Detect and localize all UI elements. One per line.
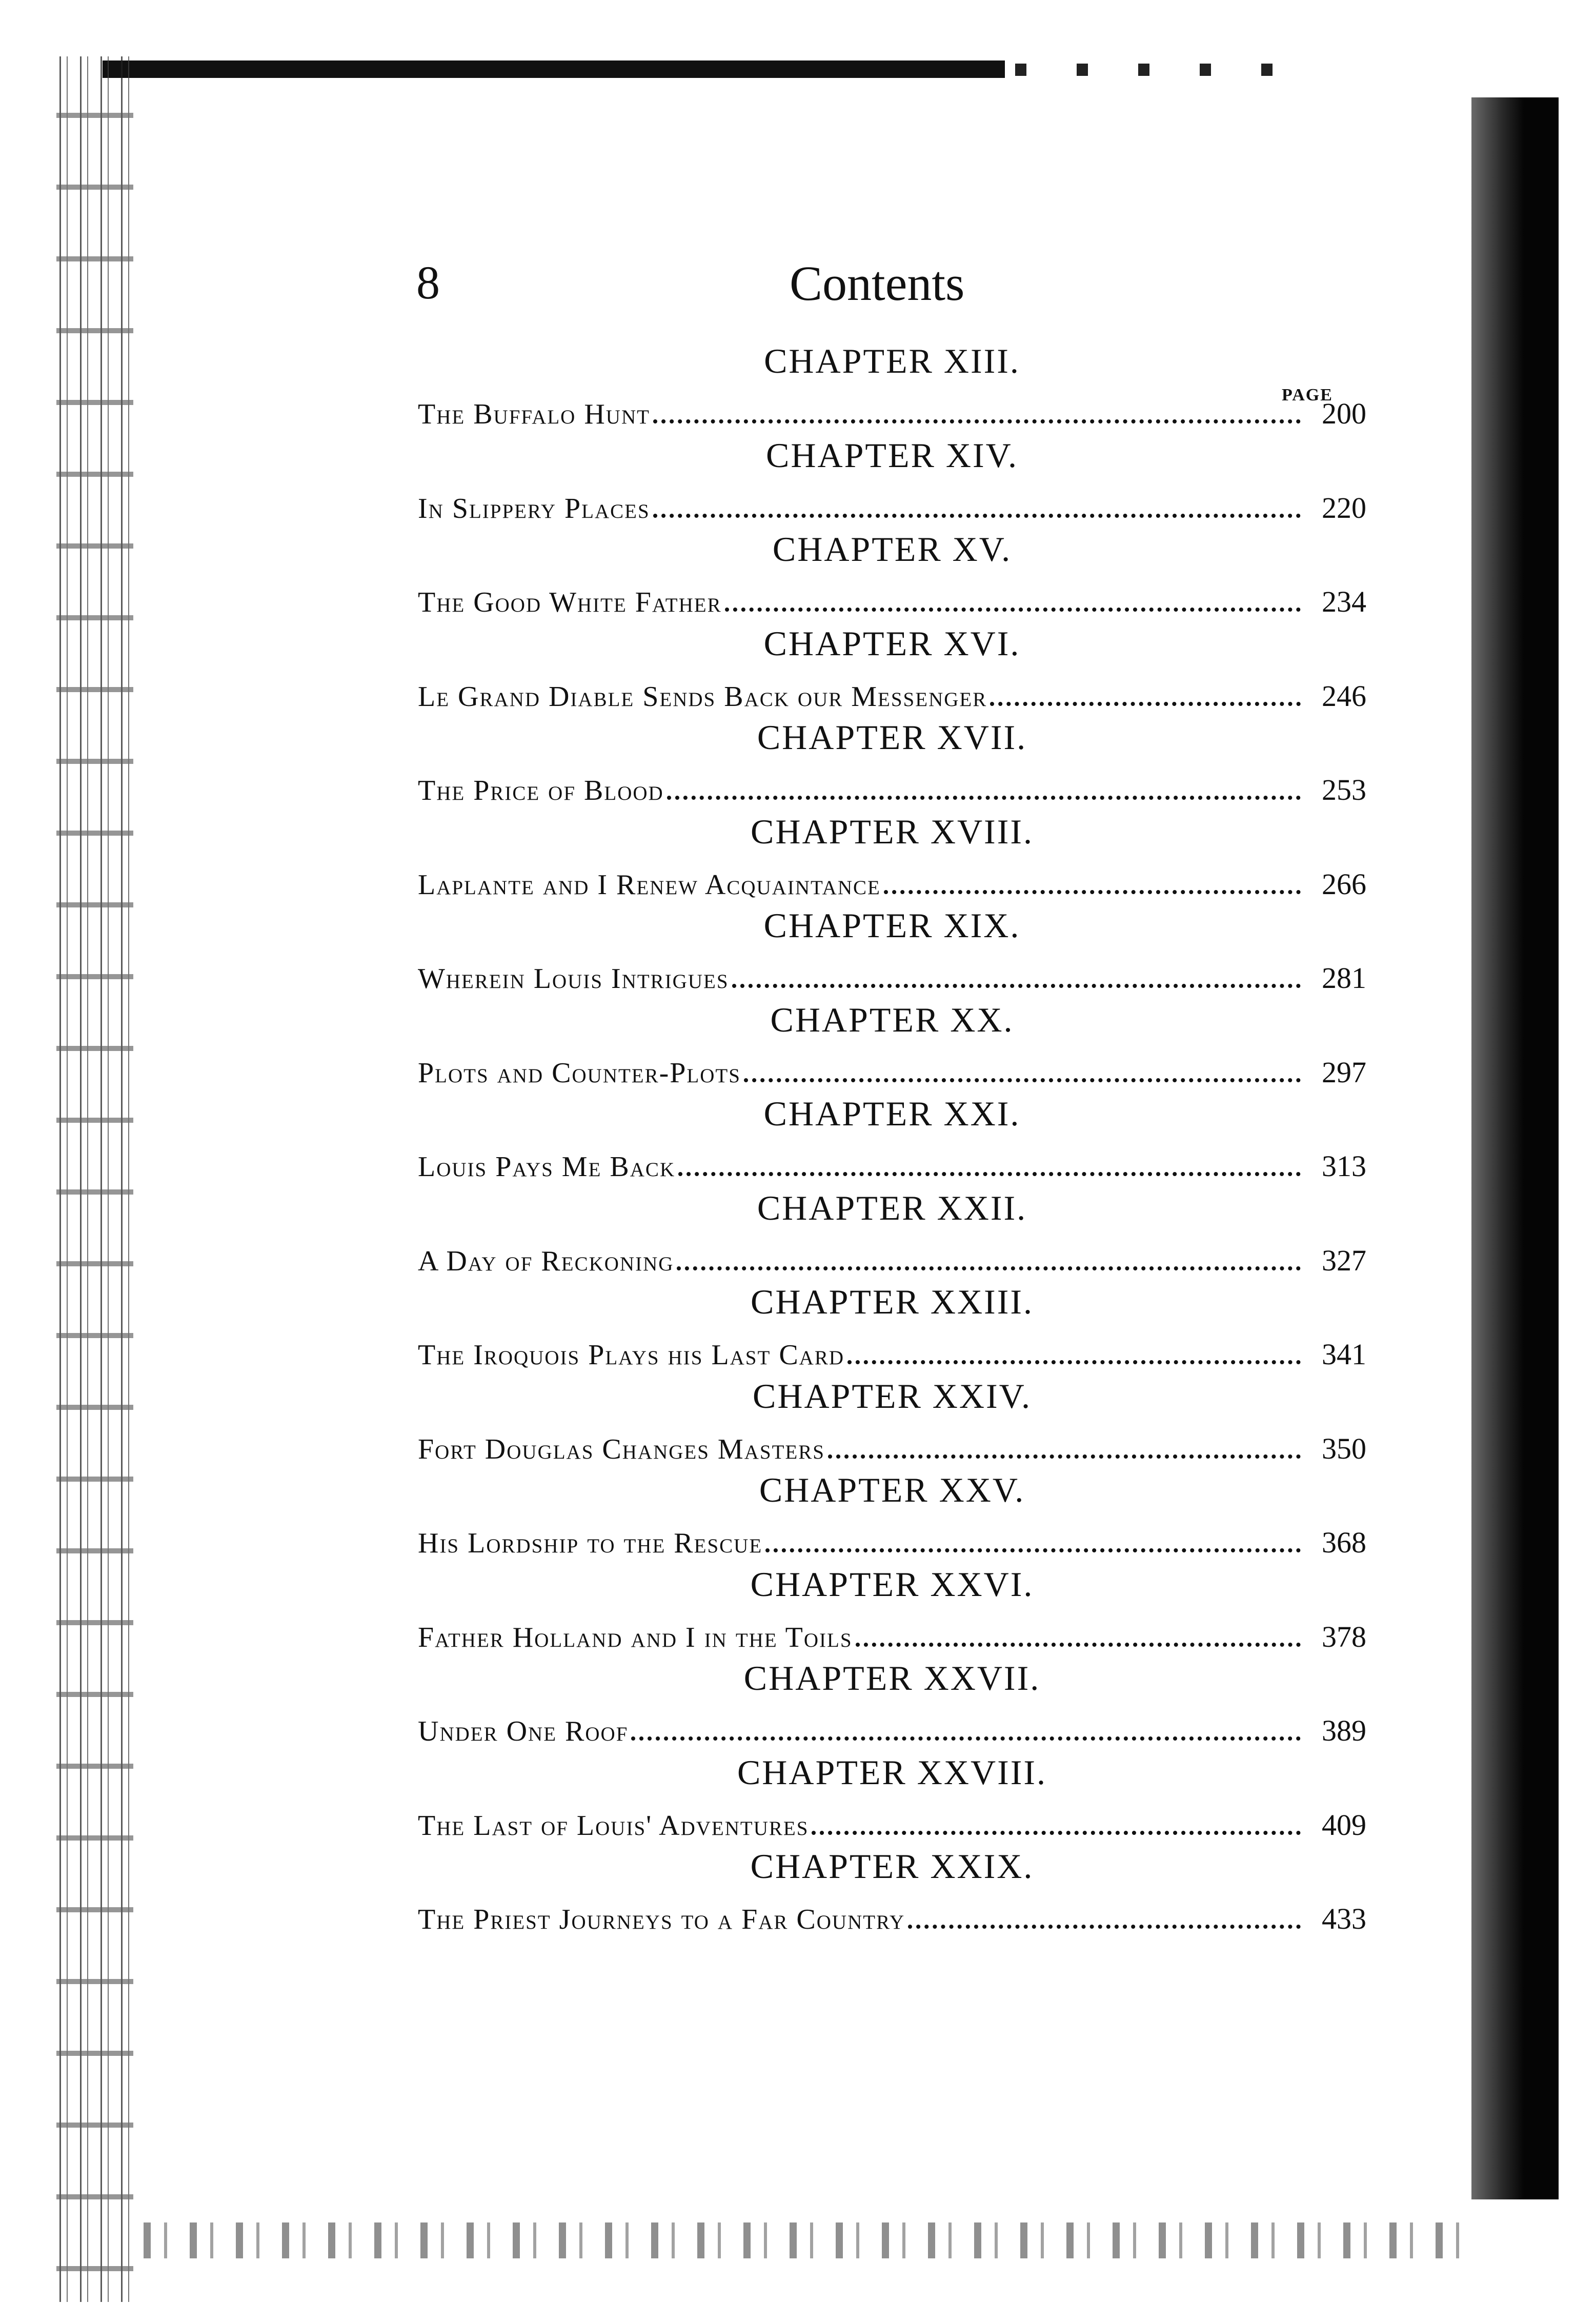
chapter-page-number: 246 [1322,679,1366,713]
chapter-page-number: 433 [1322,1902,1366,1935]
page-title: Contents [790,256,965,311]
chapter-heading: CHAPTER XXI. [763,1094,1021,1133]
dot-leader [653,419,1301,423]
dot-leader [765,1548,1301,1552]
chapter-heading: CHAPTER XIV. [766,435,1018,475]
dot-leader [677,1266,1301,1270]
toc-line [418,493,1366,523]
chapter-title: In Slippery Places [418,492,650,524]
chapter-page-number: 266 [1322,867,1366,901]
chapter-heading: CHAPTER XXIX. [750,1847,1034,1886]
chapter-heading: CHAPTER XXVIII. [737,1752,1047,1792]
chapter-heading: CHAPTER XXV. [759,1470,1025,1509]
dot-leader [725,608,1301,612]
toc-line [418,1528,1366,1558]
toc-entry [418,1376,1366,1473]
toc-line [418,1243,1366,1277]
chapter-title: Le Grand Diable Sends Back our Messenger [418,680,987,713]
chapter-page-number: 378 [1322,1620,1366,1653]
toc-line [418,963,1366,993]
chapter-title: Wherein Louis Intrigues [418,963,729,995]
chapter-title: Father Holland and I in the Toils [418,1621,853,1653]
toc-entry [418,1190,1366,1285]
chapter-page-number: 327 [1322,1243,1366,1277]
toc-line [418,867,1366,901]
toc-entry [418,1472,1366,1567]
chapter-page-number: 253 [1322,773,1366,806]
dot-leader [667,796,1301,800]
dot-leader [631,1736,1301,1741]
toc-entry [418,1564,1366,1661]
chapter-title: The Last of Louis' Adventures [418,1809,809,1842]
toc-entry [418,720,1366,814]
toc-line [418,399,1366,429]
toc-line [418,1904,1366,1934]
scan-edge-top [103,60,1005,78]
chapter-title: The Price of Blood [418,775,664,806]
chapter-page-number: 389 [1322,1714,1366,1747]
scan-specks-top [1015,64,1282,76]
toc-entry [418,908,1366,1002]
chapter-title: Under One Roof [418,1715,629,1747]
chapter-title: The Priest Journeys to a Far Country [418,1904,905,1935]
toc-line [418,1810,1366,1840]
dot-leader [990,702,1301,706]
chapter-page-number: 234 [1322,585,1366,618]
chapter-page-number: 281 [1322,961,1366,995]
scan-edge-bottom [144,2222,1466,2258]
chapter-heading: CHAPTER XVII. [757,718,1027,757]
toc-entry [418,1002,1366,1097]
chapter-title: A Day of Reckoning [418,1245,674,1277]
scan-edge-left [56,56,133,2302]
toc-line [418,1622,1366,1652]
chapter-heading: CHAPTER XXIII. [751,1282,1034,1321]
chapter-heading: CHAPTER XV. [772,530,1012,569]
chapter-heading: CHAPTER XIX. [763,906,1021,945]
chapter-title: The Good White Father [418,587,722,618]
toc-entry [418,532,1366,626]
toc-entry [418,1752,1366,1849]
page-number: 8 [416,256,440,309]
toc-entry [418,1661,1366,1755]
toc-line [418,681,1366,711]
dot-leader [812,1831,1301,1835]
chapter-page-number: 350 [1322,1431,1366,1465]
chapter-page-number: 200 [1322,397,1366,430]
chapter-heading: CHAPTER XXII. [757,1188,1027,1227]
toc-entry [418,1284,1366,1379]
table-of-contents [418,343,1366,1943]
dot-leader [884,890,1301,894]
page-column-label: PAGE [1282,386,1333,405]
toc-entry [418,435,1366,532]
scan-edge-right [1471,97,1559,2199]
dot-leader [653,514,1301,518]
chapter-page-number: 341 [1322,1338,1366,1371]
chapter-page-number: 220 [1322,491,1366,524]
chapter-heading: CHAPTER XXIV. [752,1376,1032,1416]
toc-line [418,1431,1366,1465]
dot-leader [828,1454,1301,1459]
chapter-title: The Iroquois Plays his Last Card [418,1339,845,1371]
toc-entry [418,814,1366,908]
chapter-heading: CHAPTER XX. [770,1000,1014,1039]
chapter-heading: CHAPTER XXVII. [743,1659,1041,1697]
dot-leader [744,1078,1301,1082]
chapter-title: Laplante and I Renew Acquaintance [418,868,881,901]
chapter-title: The Buffalo Hunt [418,398,650,430]
toc-line [418,1340,1366,1369]
toc-line [418,1151,1366,1181]
chapter-title: Plots and Counter-Plots [418,1057,741,1089]
toc-line [418,775,1366,805]
chapter-page-number: 297 [1322,1055,1366,1089]
toc-line [418,587,1366,617]
dot-leader [732,984,1301,988]
chapter-title: Louis Pays Me Back [418,1151,676,1183]
dot-leader [678,1172,1301,1176]
chapter-title: Fort Douglas Changes Masters [418,1433,825,1465]
toc-line [418,1055,1366,1089]
chapter-heading: CHAPTER XXVI. [750,1564,1034,1604]
dot-leader [856,1643,1301,1647]
chapter-heading: CHAPTER XVI. [763,623,1021,663]
toc-entry [418,623,1366,720]
chapter-page-number: 409 [1322,1808,1366,1842]
dot-leader [847,1360,1301,1364]
toc-entry [418,343,1366,438]
toc-entry [418,1096,1366,1190]
toc-entry [418,1849,1366,1943]
chapter-heading: CHAPTER XVIII. [751,812,1034,851]
chapter-page-number: 313 [1322,1149,1366,1183]
toc-line [418,1716,1366,1746]
chapter-title: His Lordship to the Rescue [418,1527,763,1559]
dot-leader [908,1925,1301,1929]
chapter-page-number: 368 [1322,1526,1366,1559]
chapter-heading: CHAPTER XIII. [764,341,1020,380]
